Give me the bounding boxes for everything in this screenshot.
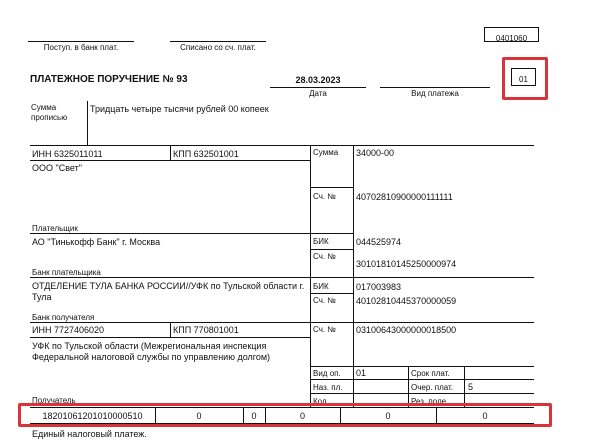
payer-kpp: КПП 632501001 bbox=[173, 149, 239, 159]
sum-value: 34000-00 bbox=[356, 148, 395, 158]
sum-label: Сумма bbox=[313, 148, 339, 157]
bik-1-top-line bbox=[310, 233, 353, 234]
debited-line bbox=[170, 41, 266, 42]
codes-divider-2 bbox=[464, 366, 465, 407]
inn-kpp-divider bbox=[170, 145, 171, 160]
payee-acc-label: Сч. № bbox=[313, 325, 336, 334]
naz-pl-label: Наз. пл. bbox=[313, 383, 343, 392]
amount-words-divider bbox=[87, 101, 88, 145]
codes-row-2-line bbox=[310, 393, 534, 394]
payee-label: Получатель bbox=[32, 396, 76, 405]
debited-label: Списано со сч. плат. bbox=[180, 43, 256, 52]
tax-doc-date: 0 bbox=[482, 411, 488, 421]
codes-top-line bbox=[310, 366, 534, 367]
payment-type-label: Вид платежа bbox=[411, 89, 459, 98]
payer-bank-name: АО "Тинькофф Банк" г. Москва bbox=[32, 237, 161, 247]
sum-bottom-line bbox=[310, 187, 353, 188]
right-col-divider-2 bbox=[353, 145, 354, 407]
ocher-plat-label: Очер. плат. bbox=[411, 383, 454, 392]
bik-1-value: 044525974 bbox=[356, 237, 402, 247]
date-label: Дата bbox=[309, 89, 327, 98]
bik-2-value: 017003983 bbox=[356, 282, 402, 292]
payer-bank-bottom-line bbox=[30, 277, 534, 278]
tax-basis: 0 bbox=[251, 411, 257, 421]
payee-inn: ИНН 7727406020 bbox=[32, 325, 105, 335]
payment-date: 28.03.2023 bbox=[295, 75, 341, 85]
codes-divider-1 bbox=[408, 366, 409, 407]
kod-label: Код bbox=[313, 397, 327, 406]
payer-bank-acc-label: Сч. № bbox=[313, 252, 336, 261]
page-title: ПЛАТЕЖНОЕ ПОРУЧЕНИЕ № 93 bbox=[30, 74, 188, 85]
tax-period: 0 bbox=[299, 411, 305, 421]
rez-pole-label: Рез. поле bbox=[411, 397, 447, 406]
payee-bank-acc-value: 40102810445370000059 bbox=[356, 296, 457, 306]
payer-bottom-line bbox=[30, 233, 310, 234]
payee-inn-kpp-divider bbox=[170, 322, 171, 337]
payer-acc-value: 40702810900000111111 bbox=[356, 192, 453, 202]
table-top-line bbox=[30, 145, 534, 146]
payee-name-1: УФК по Тульской области (Межрегиональная инспекция bbox=[32, 341, 267, 351]
payee-bank-acc-label: Сч. № bbox=[313, 296, 336, 305]
bik-2-bottom-line bbox=[310, 293, 353, 294]
tax-doc-no: 0 bbox=[385, 411, 391, 421]
status-highlight bbox=[502, 57, 548, 100]
amount-words-label-2: прописью bbox=[31, 113, 68, 122]
payer-acc-label: Сч. № bbox=[313, 192, 336, 201]
bik-2-label: БИК bbox=[313, 282, 329, 291]
tax-kbk: 18201061201010000510 bbox=[42, 411, 143, 421]
payee-bank-name-1: ОТДЕЛЕНИЕ ТУЛА БАНКА РОССИИ//УФК по Тульской области г. bbox=[32, 281, 305, 291]
tax-oktmo: 0 bbox=[196, 411, 202, 421]
vid-op-label: Вид оп. bbox=[313, 369, 341, 378]
payee-bank-label: Банк получателя bbox=[32, 313, 95, 322]
vid-op-value: 01 bbox=[356, 368, 367, 378]
payment-purpose: Единый налоговый платеж. bbox=[32, 429, 147, 439]
status-code: 01 bbox=[519, 75, 528, 84]
date-line bbox=[270, 87, 366, 88]
srok-plat-label: Срок плат. bbox=[411, 369, 450, 378]
payer-label: Плательщик bbox=[32, 224, 78, 233]
payee-inn-line bbox=[30, 337, 310, 338]
payer-name: ООО "Свет" bbox=[32, 163, 82, 173]
payee-kpp: КПП 770801001 bbox=[173, 325, 239, 335]
form-code: 0401060 bbox=[495, 34, 528, 43]
right-col-divider-1 bbox=[310, 145, 311, 407]
bik-1-label: БИК bbox=[313, 237, 329, 246]
payment-type-line bbox=[380, 87, 490, 88]
received-label: Поступ. в банк плат. bbox=[43, 43, 119, 52]
amount-words-value: Тридцать четыре тысячи рублей 00 копеек bbox=[90, 104, 269, 114]
received-line bbox=[28, 41, 134, 42]
payer-inn: ИНН 6325011011 bbox=[32, 149, 103, 159]
bik-1-bottom-line bbox=[310, 249, 353, 250]
payee-bank-bottom-line bbox=[30, 322, 534, 323]
payer-bank-acc-value: 30101810145250000974 bbox=[356, 259, 457, 269]
tax-row-highlight bbox=[18, 403, 552, 427]
form-code-box bbox=[484, 27, 539, 42]
payer-bank-label: Банк плательщика bbox=[32, 268, 101, 277]
inn-row-line bbox=[30, 160, 310, 161]
codes-row-1-line bbox=[310, 379, 534, 380]
payee-name-2: Федеральной налоговой службы по управлению долгом) bbox=[32, 352, 271, 362]
payee-bank-name-2: Тула bbox=[32, 292, 52, 302]
amount-words-label-1: Сумма bbox=[31, 103, 57, 112]
ocher-plat-value: 5 bbox=[468, 382, 474, 392]
payee-acc-value: 03100643000000018500 bbox=[356, 325, 457, 335]
